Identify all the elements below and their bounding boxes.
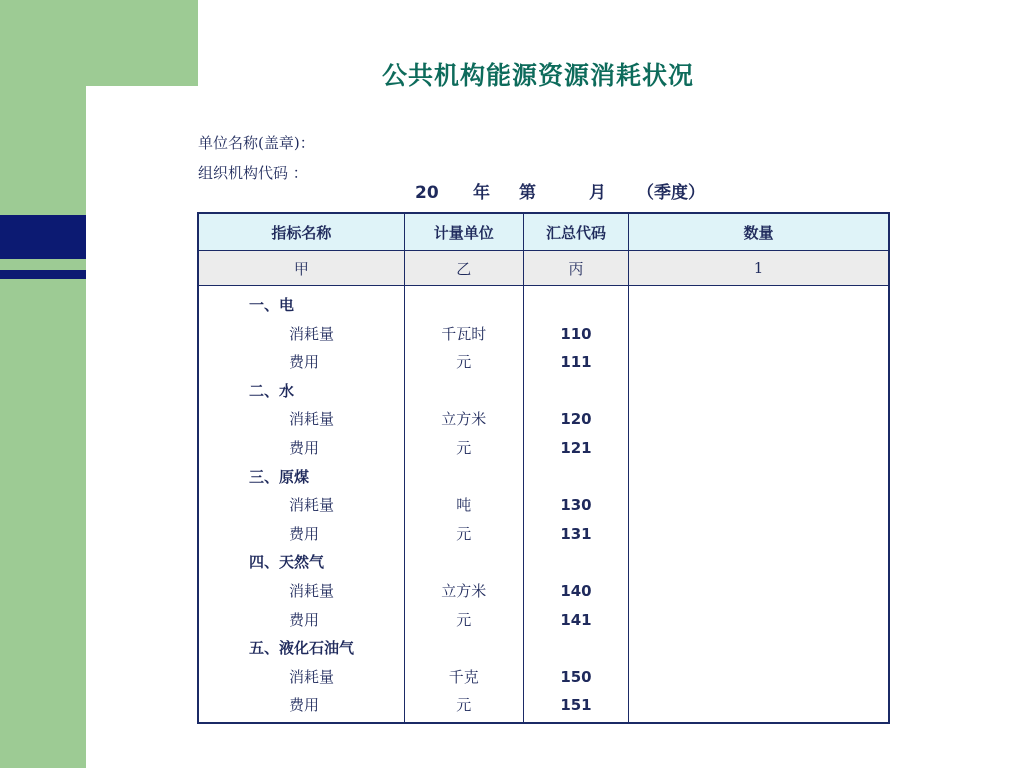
unit-value: 元	[456, 438, 472, 457]
quantity-cell[interactable]	[629, 691, 888, 720]
page-title: 公共机构能源资源消耗状况	[381, 61, 694, 90]
summary-code-value: 120	[560, 410, 592, 429]
summary-code-value	[524, 548, 628, 577]
quantity-cell[interactable]	[629, 520, 888, 549]
summary-code-value	[524, 463, 628, 492]
quantity-cell[interactable]	[629, 434, 888, 463]
category-label: 三、原煤	[249, 467, 310, 486]
header-indicator-name: 指标名称	[198, 213, 404, 251]
table-body-row	[198, 286, 889, 723]
item-label: 费用	[289, 438, 320, 457]
unit-value: 千瓦时	[441, 324, 487, 343]
code-bing: 丙	[523, 251, 628, 286]
period-quarter: （季度）	[637, 183, 705, 203]
item-label: 费用	[289, 696, 320, 715]
unit-value: 元	[456, 610, 472, 629]
unit-value: 立方米	[441, 581, 487, 600]
quantity-cell[interactable]	[629, 634, 888, 663]
code-yi: 乙	[404, 251, 523, 286]
unit-value	[405, 377, 523, 406]
period-year-prefix: 20	[415, 183, 439, 203]
summary-code-value: 121	[560, 438, 592, 457]
category-label: 二、水	[249, 381, 295, 400]
unit-value: 元	[456, 353, 472, 372]
code-column	[523, 286, 628, 723]
item-label: 消耗量	[289, 496, 335, 515]
summary-code-value: 111	[560, 353, 592, 372]
decor-top-strip	[86, 0, 198, 86]
item-label: 消耗量	[289, 410, 335, 429]
unit-column	[404, 286, 523, 723]
quantity-column[interactable]	[629, 286, 889, 723]
header-summary-code: 汇总代码	[523, 213, 628, 251]
quantity-cell[interactable]	[629, 491, 888, 520]
quantity-cell[interactable]	[629, 663, 888, 692]
report-period	[415, 178, 705, 203]
header-quantity: 数量	[629, 213, 889, 251]
decor-navy-line	[0, 270, 86, 279]
quantity-cell[interactable]	[629, 348, 888, 377]
item-label: 费用	[289, 610, 320, 629]
unit-value	[405, 291, 523, 320]
summary-code-value: 151	[560, 696, 592, 715]
category-label: 一、电	[249, 296, 295, 314]
decor-navy-band	[0, 215, 86, 259]
unit-value: 吨	[456, 496, 472, 515]
summary-code-value: 110	[560, 324, 592, 343]
unit-value: 元	[456, 696, 472, 715]
item-label: 消耗量	[289, 581, 335, 600]
unit-value: 千克	[448, 667, 479, 686]
summary-code-value	[524, 291, 628, 320]
item-label: 费用	[289, 353, 320, 372]
quantity-cell[interactable]	[629, 405, 888, 434]
unit-value: 元	[456, 524, 472, 543]
summary-code-value	[524, 377, 628, 406]
quantity-cell[interactable]	[629, 577, 888, 606]
indicator-name-column	[198, 286, 404, 723]
unit-value: 立方米	[441, 410, 487, 429]
item-label: 费用	[289, 524, 320, 543]
header-unit: 计量单位	[404, 213, 523, 251]
summary-code-value: 131	[560, 524, 592, 543]
consumption-table	[197, 212, 890, 724]
period-month: 月	[589, 183, 606, 203]
quantity-cell[interactable]	[629, 320, 888, 349]
quantity-cell[interactable]	[629, 606, 888, 635]
decor-rounded-corner	[86, 86, 198, 198]
item-label: 消耗量	[289, 667, 335, 686]
item-label: 消耗量	[289, 324, 335, 343]
org-code-label: 组织机构代码 ：	[198, 164, 308, 182]
unit-value	[405, 634, 523, 663]
quantity-cell[interactable]	[629, 291, 888, 320]
category-label: 四、天然气	[249, 553, 325, 572]
unit-name-label: 单位名称(盖章)：	[198, 134, 315, 152]
table-header-row	[198, 213, 889, 251]
unit-value	[405, 463, 523, 492]
summary-code-value: 141	[560, 610, 592, 629]
summary-code-value: 130	[560, 496, 592, 515]
unit-value	[405, 548, 523, 577]
summary-code-value: 140	[560, 581, 592, 600]
period-year: 年	[473, 183, 490, 203]
decor-left-strip	[0, 0, 86, 768]
quantity-cell[interactable]	[629, 548, 888, 577]
period-di: 第	[519, 183, 536, 203]
quantity-cell[interactable]	[629, 377, 888, 406]
summary-code-value: 150	[560, 667, 592, 686]
table-code-row	[198, 251, 889, 286]
code-jia: 甲	[198, 251, 404, 286]
quantity-cell[interactable]	[629, 463, 888, 492]
category-label: 五、液化石油气	[249, 639, 355, 658]
summary-code-value	[524, 634, 628, 663]
code-one: 1	[629, 251, 889, 286]
